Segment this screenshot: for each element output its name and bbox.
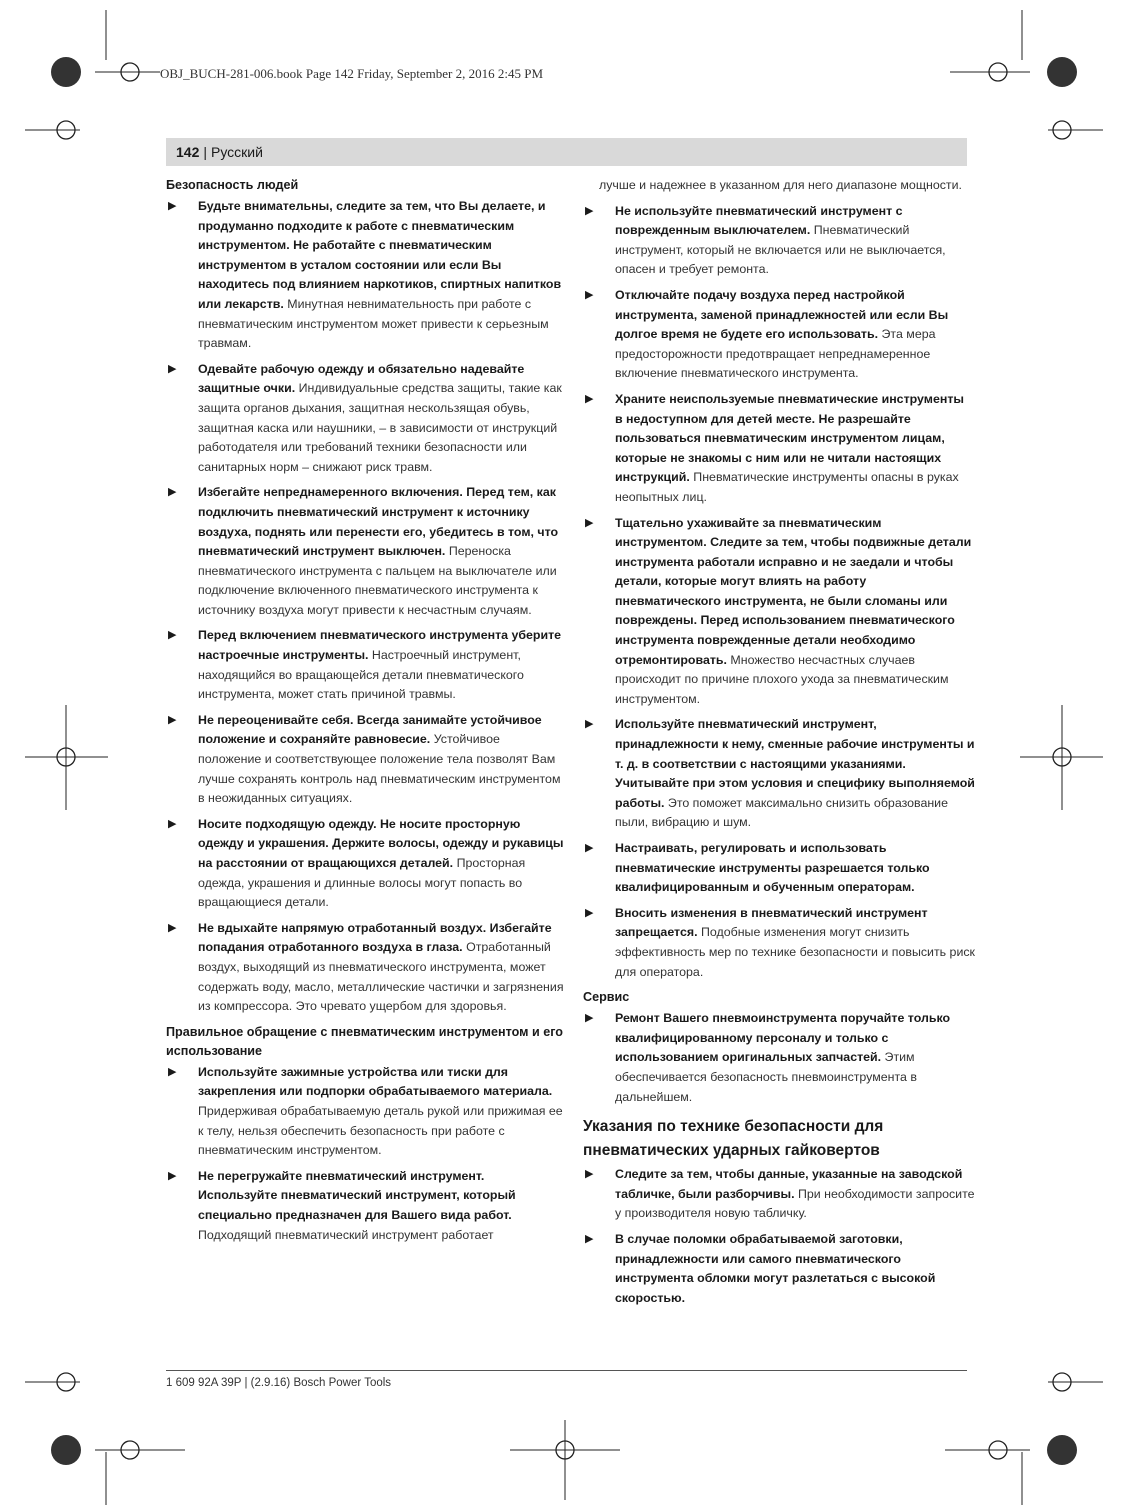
item-normal-text: Это поможет максимально снизить образование пыли, вибрацию и шум. — [615, 795, 948, 830]
item-bold-text: Ремонт Вашего пневмоинструмента поручайте только квалифицированному персоналу и только с использованием оригинальных запчастей. — [615, 1011, 951, 1065]
bullet-item — [583, 202, 975, 280]
running-head — [166, 138, 967, 166]
item-bold-text: Перед включением пневматического инструмента уберите настроечные инструменты. — [198, 628, 562, 663]
item-bold-text: Будьте внимательны, следите за тем, что Вы делаете, и продуманно подходите к работе с пневматическим инструментом. Не работайте с пневматическим инструментом в усталом состоянии или если Вы находитесь под влиянием наркотиков, спиртных напитков или лекарств. — [198, 199, 562, 311]
item-normal-text: При необходимости запросите у производителя новую табличку. — [615, 1186, 975, 1221]
item-bold-text: Настраивать, регулировать и использовать пневматические инструменты разрешается только квалифицированным и обученным операторам. — [615, 841, 930, 895]
right-column — [583, 176, 975, 1314]
triangle-bullet-icon: ▶ — [168, 1065, 177, 1078]
triangle-bullet-icon: ▶ — [585, 1232, 594, 1245]
bullet-item — [166, 919, 566, 1017]
section-heading-personal-safety: Безопасность людей — [166, 178, 299, 192]
item-bold-text: Избегайте непреднамеренного включения. Перед тем, как подключить пневматический инструмент к источнику воздуха, поднять или перенести его, убедитесь в том, что пневматический инструмент выключен. — [198, 485, 559, 559]
item-bold-text: Не вдыхайте напрямую отработанный воздух. Избегайте попадания отработанного воздуха в глаза. — [198, 920, 552, 955]
item-bold-text: Вносить изменения в пневматический инструмент запрещается. — [615, 905, 928, 940]
header-separator: | — [203, 144, 207, 160]
bullet-item — [166, 1167, 566, 1245]
item-bold-text: Отключайте подачу воздуха перед настройкой инструмента, заменой принадлежностей или если Вы долгое время не будете его использовать. — [615, 287, 949, 342]
item-normal-text: Пневматические инструменты опасны в руках неопытных лиц. — [615, 470, 959, 504]
bullet-item — [166, 1063, 566, 1161]
bullet-item — [166, 815, 566, 913]
item-normal-text: Подобные изменения могут снизить эффективность мер по технике безопасности и повысить риск для оператора. — [615, 925, 975, 979]
triangle-bullet-icon: ▶ — [168, 1169, 177, 1182]
triangle-bullet-icon: ▶ — [168, 486, 177, 499]
bullet-item — [166, 711, 566, 809]
item-normal-text: Эта мера предосторожности предотвращает непреднамеренное включение пневматического инструмента. — [615, 327, 936, 381]
item-normal-text: Устойчивое положение и соответствующее положение тела позволят Вам лучше сохранять контроль над пневматическим инструментом в неожиданных ситуациях. — [198, 732, 561, 806]
item-normal-text: Этим обеспечивается безопасность пневмоинструмента в дальнейшем. — [615, 1050, 917, 1104]
triangle-bullet-icon: ▶ — [585, 906, 594, 919]
bullet-item — [583, 715, 975, 833]
left-column — [166, 176, 566, 1251]
item-bold-text: Храните неиспользуемые пневматические инструменты в недоступном для детей месте. Не разрешайте пользоваться пневматическим инструментом лицам, которые не знакомы с ним или не читали настоящих инструкций. — [615, 391, 964, 485]
bullet-item — [583, 1165, 975, 1224]
item-bold-text: Не используйте пневматический инструмент с поврежденным выключателем. — [615, 203, 903, 238]
bullet-item — [166, 197, 566, 354]
item-normal-text: Индивидуальные средства защиты, такие как защита органов дыхания, защитная нескользящая обувь, защитная каска или наушники, – в зависимости от инструкций работодателя или требований техники безопасности или санитарных норм – снижают риск травм. — [198, 381, 562, 474]
triangle-bullet-icon: ▶ — [585, 204, 594, 217]
item-normal-text: Множество несчастных случаев происходит по причине плохого ухода за пневматическим инструментом. — [615, 652, 949, 706]
item-bold-text: Тщательно ухаживайте за пневматическим инструментом. Следите за тем, чтобы подвижные детали инструмента работали исправно и не заедали и чтобы детали, которые могут влиять на работу пневматического инструмента, не были сломаны или повреждены. Перед использованием пневматического инструмента поврежденные детали необходимо отремонтировать. — [615, 515, 972, 667]
item-bold-text: Используйте зажимные устройства или тиски для закрепления или подпорки обрабатываемого материала. — [198, 1064, 553, 1099]
header-language: Русский — [211, 144, 263, 160]
item-normal-text: Подходящий пневматический инструмент работает — [198, 1227, 494, 1242]
bullet-item — [166, 626, 566, 704]
triangle-bullet-icon: ▶ — [168, 629, 177, 642]
triangle-bullet-icon: ▶ — [168, 921, 177, 934]
triangle-bullet-icon: ▶ — [585, 392, 594, 405]
section-heading-tool-use: Правильное обращение с пневматическим инструментом и его использование — [166, 1024, 563, 1058]
page-number: 142 — [176, 144, 200, 160]
triangle-bullet-icon: ▶ — [168, 713, 177, 726]
bullet-item — [166, 360, 566, 478]
item-normal-text: Придерживая обрабатываемую деталь рукой или прижимая ее к телу, нельзя обеспечить безопасность при работе с пневматическим инструментом. — [198, 1103, 563, 1158]
bullet-item — [583, 514, 975, 710]
print-slug: OBJ_BUCH-281-006.book Page 142 Friday, September 2, 2016 2:45 PM — [160, 66, 544, 81]
left-items-1 — [166, 197, 566, 1017]
item-bold-text: В случае поломки обрабатываемой заготовки, принадлежности или самого пневматического инструмента обломки могут разлетаться с высокой скоростью. — [615, 1231, 936, 1305]
bullet-item — [583, 286, 975, 384]
item-bold-text: Одевайте рабочую одежду и обязательно надевайте защитные очки. — [198, 361, 525, 396]
item-normal-text: Переноска пневматического инструмента с пальцем на выключателе или подключение включенного пневматического инструмента к источнику воздуха могут привести к несчастным случаям. — [198, 544, 557, 617]
triangle-bullet-icon: ▶ — [585, 718, 594, 731]
right-items-1 — [583, 202, 975, 983]
item-normal-text: Отработанный воздух, выходящий из пневматического инструмента, может содержать воду, масло, металлические частички и загрязнения из компрессора. Это чревато ущербом для здоровья. — [198, 940, 564, 1014]
bullet-item — [583, 390, 975, 508]
item-normal-text: Настроечный инструмент, находящийся во вращающейся детали пневматического инструмента, может стать причиной травмы. — [198, 648, 524, 702]
continued-text: лучше и надежнее в указанном для него диапазоне мощности. — [599, 178, 962, 192]
item-bold-text: Носите подходящую одежду. Не носите просторную одежду и украшения. Держите волосы, одежду и рукавицы на расстоянии от вращающихся деталей. — [198, 816, 564, 870]
bullet-item — [583, 1009, 975, 1107]
item-normal-text: Минутная невнимательность при работе с пневматическим инструментом может привести к серьезным травмам. — [198, 296, 549, 351]
bullet-item — [166, 483, 566, 620]
triangle-bullet-icon: ▶ — [168, 817, 177, 830]
left-items-2 — [166, 1063, 566, 1245]
triangle-bullet-icon: ▶ — [168, 362, 177, 375]
bullet-item — [583, 839, 975, 898]
bullet-item — [583, 904, 975, 982]
item-bold-text: Не перегружайте пневматический инструмент. Используйте пневматический инструмент, который специально предназначен для Вашего вида работ. — [198, 1168, 516, 1222]
right-items-service — [583, 1009, 975, 1107]
item-bold-text: Используйте пневматический инструмент, принадлежности к нему, сменные рабочие инструменты и т. д. в соответствии с настоящими указаниями. Учитывайте при этом условия и специфику выполняемой работы. — [615, 717, 975, 810]
footer-rule — [166, 1370, 967, 1371]
item-normal-text: Пневматический инструмент, который не включается или не выключается, опасен и требует ремонта. — [615, 223, 946, 277]
item-bold-text: Следите за тем, чтобы данные, указанные на заводской табличке, были разборчивы. — [615, 1167, 963, 1201]
section-heading-service: Сервис — [583, 990, 630, 1005]
bullet-item — [583, 1230, 975, 1308]
triangle-bullet-icon: ▶ — [585, 516, 594, 529]
item-bold-text: Не переоценивайте себя. Всегда занимайте устойчивое положение и сохраняйте равновесие. — [198, 712, 542, 747]
triangle-bullet-icon: ▶ — [585, 842, 594, 854]
triangle-bullet-icon: ▶ — [168, 200, 177, 212]
footer-text: 1 609 92A 39P | (2.9.16) Bosch Power Tools — [166, 1377, 392, 1389]
triangle-bullet-icon: ▶ — [585, 1168, 594, 1181]
right-items-impact — [583, 1165, 975, 1308]
item-normal-text: Просторная одежда, украшения и длинные волосы могут попасть во вращающиеся детали. — [198, 856, 526, 910]
triangle-bullet-icon: ▶ — [585, 1012, 594, 1025]
section-heading-impact-wrenches: Указания по технике безопасности для пневматических ударных гайковертов — [583, 1118, 884, 1160]
triangle-bullet-icon: ▶ — [585, 288, 594, 301]
